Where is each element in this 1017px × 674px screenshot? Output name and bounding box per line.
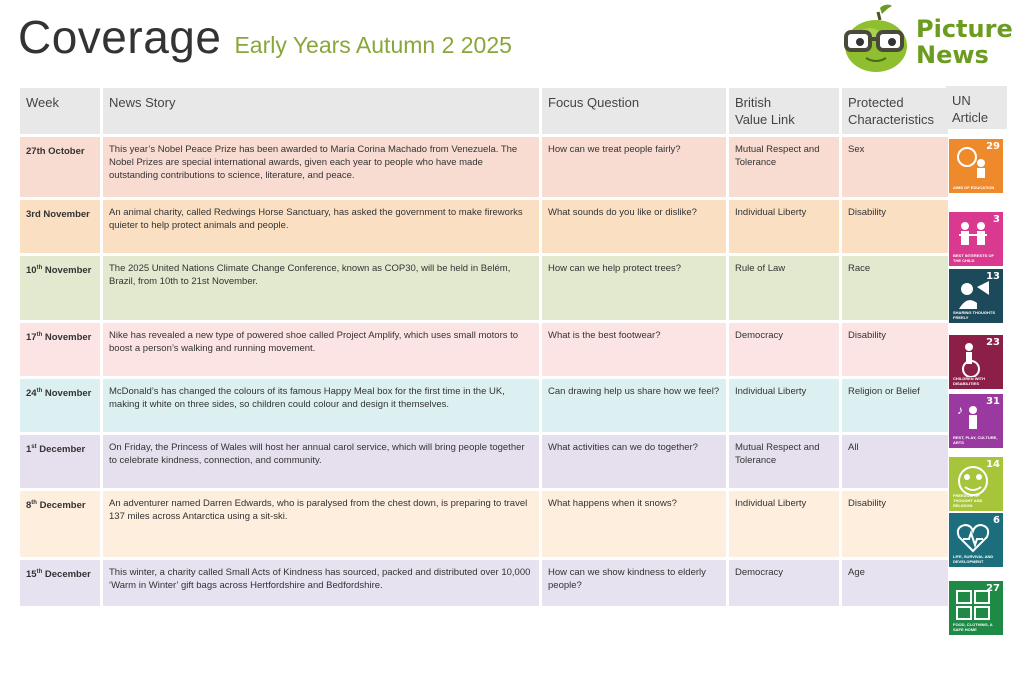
un-article-label: SHARING THOUGHTS FREELY [953,310,995,320]
protected-characteristic-cell: Religion or Belief [842,379,948,432]
news-story-cell: McDonald’s has changed the colours of its famous Happy Meal box for the first time in the UK, making it white on three sides, so children could colour and design it themselves. [103,379,539,432]
svg-text:♪: ♪ [957,403,963,417]
focus-question-cell: What is the best footwear? [542,323,726,376]
british-value-cell: Democracy [729,560,839,606]
un-article-label: BEST INTERESTS OF THE CHILD [953,253,994,263]
table-row [20,560,948,606]
week-cell: 15th December [20,560,100,606]
un-article-number: 31 [986,396,1000,407]
un-article-23-wheelchair-icon [949,335,1003,389]
focus-question-cell: How can we help protect trees? [542,256,726,320]
british-value-cell: Rule of Law [729,256,839,320]
british-value-cell: Mutual Respect and Tolerance [729,435,839,488]
un-article-label: AIMS OF EDUCATION [953,185,995,190]
un-article-number: 23 [986,337,1000,348]
british-value-cell: Individual Liberty [729,200,839,253]
un-article-number: 6 [993,515,1000,526]
protected-characteristic-cell: Disability [842,200,948,253]
un-article-13-megaphone-icon [949,269,1003,323]
un-article-label: CHILDREN WITH DISABILITIES [953,376,985,386]
table-row [20,137,948,197]
news-story-cell: An adventurer named Darren Edwards, who is paralysed from the chest down, is preparing to travel 137 miles across Antarctica using a sit-ski. [103,491,539,557]
british-value-cell: Mutual Respect and Tolerance [729,137,839,197]
column-header-focus-question: Focus Question [542,88,726,134]
un-article-label: REST, PLAY, CULTURE, ARTS [953,435,998,445]
protected-characteristic-cell: Sex [842,137,948,197]
protected-characteristic-cell: Race [842,256,948,320]
focus-question-cell: How can we show kindness to elderly people? [542,560,726,606]
column-header-un-article: UN Article [946,86,1007,129]
news-story-cell: The 2025 United Nations Climate Change Conference, known as COP30, will be held in Belém, Brazil, from 10th to 21st November. [103,256,539,320]
family-icon [955,218,991,254]
page-header [18,10,512,70]
un-article-number: 3 [993,214,1000,225]
week-cell: 27th October [20,137,100,197]
logo-word-news: News [916,41,989,69]
news-story-cell: This winter, a charity called Small Acts of Kindness has sourced, packed and distributed over 10,000 ‘Warm in Winter’ gift bags across Hertfordshire and Bedfordshire. [103,560,539,606]
un-article-27-home-icon [949,581,1003,635]
un-article-number: 13 [986,271,1000,282]
focus-question-cell: What sounds do you like or dislike? [542,200,726,253]
protected-characteristic-cell: Disability [842,323,948,376]
un-article-column [946,86,1007,632]
week-cell: 3rd November [20,200,100,253]
british-value-cell: Democracy [729,323,839,376]
focus-question-cell: How can we treat people fairly? [542,137,726,197]
table-row [20,323,948,376]
table-row [20,256,948,320]
protected-characteristic-cell: Disability [842,491,948,557]
british-value-cell: Individual Liberty [729,491,839,557]
un-article-number: 29 [986,141,1000,152]
protected-characteristic-cell: Age [842,560,948,606]
column-header-week: Week [20,88,100,134]
focus-question-cell: Can drawing help us share how we feel? [542,379,726,432]
table-row [20,379,948,432]
column-header-news-story: News Story [103,88,539,134]
un-article-6-heart-icon [949,513,1003,567]
coverage-table [17,85,951,609]
un-article-31-play-icon [949,394,1003,448]
news-story-cell: This year’s Nobel Peace Prize has been awarded to María Corina Machado from Venezuela. The Nobel Prizes are special international awards, given each year to people who have made outstanding contributions to science, literature, and peace. [103,137,539,197]
logo-word-picture: Picture [916,15,1013,43]
un-article-label: LIFE, SURVIVAL AND DEVELOPMENT [953,554,994,564]
protected-characteristic-cell: All [842,435,948,488]
heart-icon [955,519,991,555]
focus-question-cell: What happens when it snows? [542,491,726,557]
un-article-3-family-icon [949,212,1003,266]
news-story-cell: An animal charity, called Redwings Horse Sanctuary, has asked the government to make fireworks quieter to help protect animals and people. [103,200,539,253]
week-cell: 17th November [20,323,100,376]
un-article-number: 27 [986,583,1000,594]
news-story-cell: On Friday, the Princess of Wales will host her annual carol service, which will bring people together to celebrate kindness, connection, and community. [103,435,539,488]
picture-news-logo [840,2,1013,74]
table-header-row [20,88,948,134]
un-article-number: 14 [986,459,1000,470]
un-article-label: FREEDOM OF THOUGHT AND RELIGION [953,493,983,508]
column-header-british-value: British Value Link [729,88,839,134]
apple-mascot-icon [840,2,914,74]
un-article-14-thought-icon [949,457,1003,511]
news-story-cell: Nike has revealed a new type of powered shoe called Project Amplify, which uses small motors to boost a person’s walking and running movement. [103,323,539,376]
week-cell: 8th December [20,491,100,557]
british-value-cell: Individual Liberty [729,379,839,432]
table-row [20,435,948,488]
un-article-29-education-icon [949,139,1003,193]
week-cell: 1st December [20,435,100,488]
column-header-protected: Protected Characteristics [842,88,948,134]
page-subtitle: Early Years Autumn 2 2025 [234,32,512,58]
un-article-label: FOOD, CLOTHING, A SAFE HOME [953,622,993,632]
page-title: Coverage [18,11,222,63]
table-row [20,491,948,557]
week-cell: 10th November [20,256,100,320]
week-cell: 24th November [20,379,100,432]
table-row [20,200,948,253]
focus-question-cell: What activities can we do together? [542,435,726,488]
